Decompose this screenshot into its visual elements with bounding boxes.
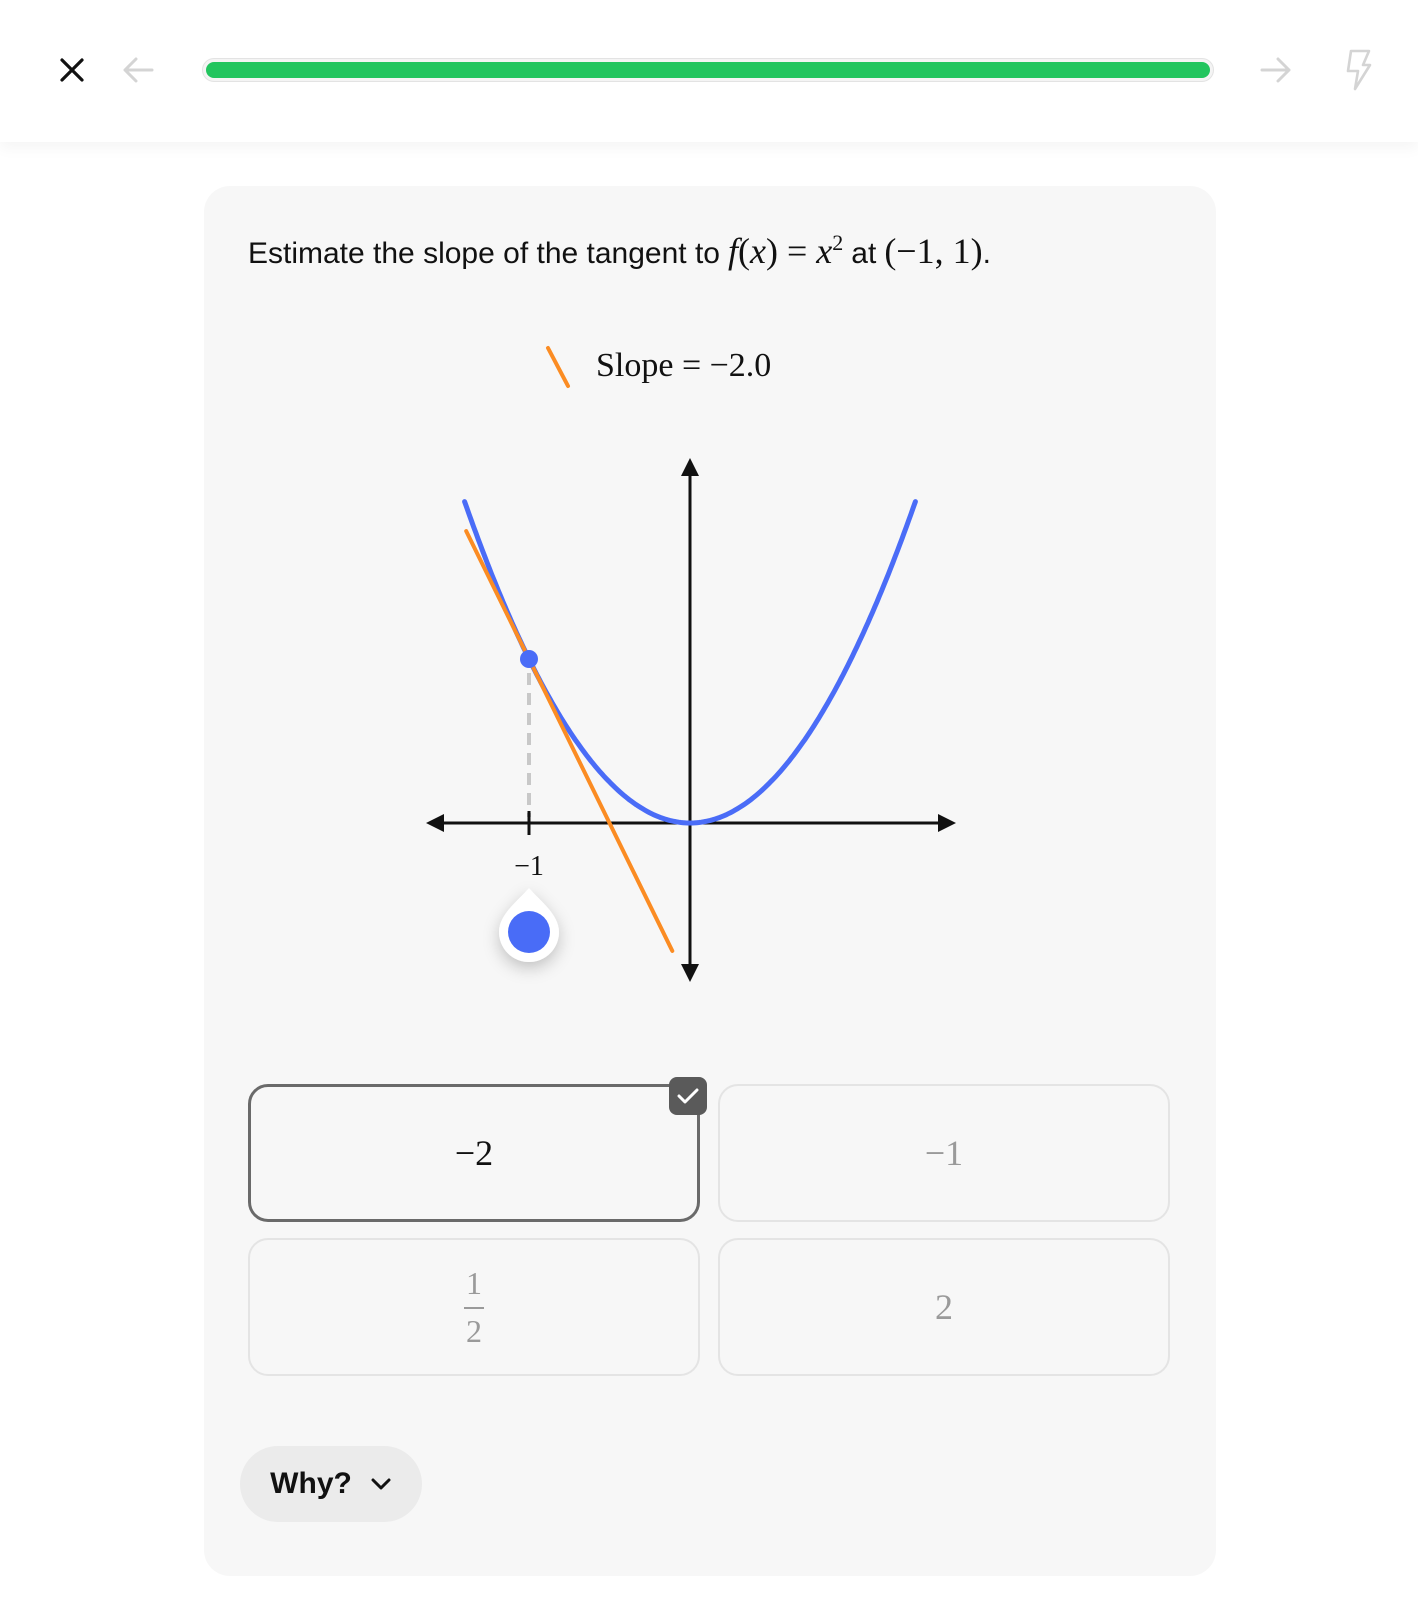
x-axis-arrow-left <box>426 814 444 832</box>
lightning-bolt-icon <box>1343 49 1373 91</box>
question-suffix: . <box>982 237 991 270</box>
progress-fill <box>206 62 1210 78</box>
why-button[interactable] <box>240 1446 422 1522</box>
question-middle: at <box>851 237 877 270</box>
slider-handle[interactable] <box>499 888 559 962</box>
energy-button[interactable] <box>1338 46 1378 94</box>
function-expression: $f(x) = x^2$ <box>727 230 844 271</box>
progress-bar <box>202 58 1214 82</box>
selected-badge <box>669 1077 707 1115</box>
top-bar <box>0 0 1418 142</box>
answer-label: −1 <box>924 1133 964 1173</box>
arrow-right-icon <box>1259 56 1293 84</box>
question-prefix: Estimate the slope of the tangent to <box>248 237 720 270</box>
answer-option-3[interactable] <box>248 1238 700 1376</box>
close-button[interactable] <box>52 50 92 90</box>
answer-option-2[interactable] <box>718 1084 1170 1222</box>
back-button[interactable] <box>118 50 158 90</box>
legend-slope-label: Slope = −2.0 <box>596 347 772 384</box>
forward-button[interactable] <box>1256 50 1296 90</box>
y-axis-arrow-up <box>681 458 699 476</box>
answer-option-4[interactable] <box>718 1238 1170 1376</box>
function-graph[interactable] <box>204 336 1216 1056</box>
handle-dot <box>508 911 550 953</box>
fraction <box>464 1267 484 1347</box>
answer-option-1[interactable] <box>248 1084 700 1222</box>
x-tick-label: −1 <box>514 851 544 882</box>
x-axis-arrow-right <box>938 814 956 832</box>
legend-tangent-swatch <box>548 348 568 386</box>
checkmark-icon <box>677 1087 699 1105</box>
question-text <box>248 228 991 275</box>
chevron-down-icon <box>370 1477 392 1491</box>
tangent-line <box>466 531 672 951</box>
fraction-bar <box>464 1307 484 1309</box>
tangent-point <box>520 650 538 668</box>
y-axis-arrow-down <box>681 964 699 982</box>
why-label: Why? <box>270 1467 352 1500</box>
fraction-denominator: 2 <box>466 1313 482 1349</box>
answer-label: 2 <box>935 1287 953 1327</box>
point-expression: (−1, 1) <box>884 231 983 271</box>
arrow-left-icon <box>121 56 155 84</box>
question-card <box>204 186 1216 1576</box>
fraction-numerator: 1 <box>466 1265 482 1301</box>
answer-label: −2 <box>454 1133 494 1173</box>
close-icon <box>59 57 85 83</box>
